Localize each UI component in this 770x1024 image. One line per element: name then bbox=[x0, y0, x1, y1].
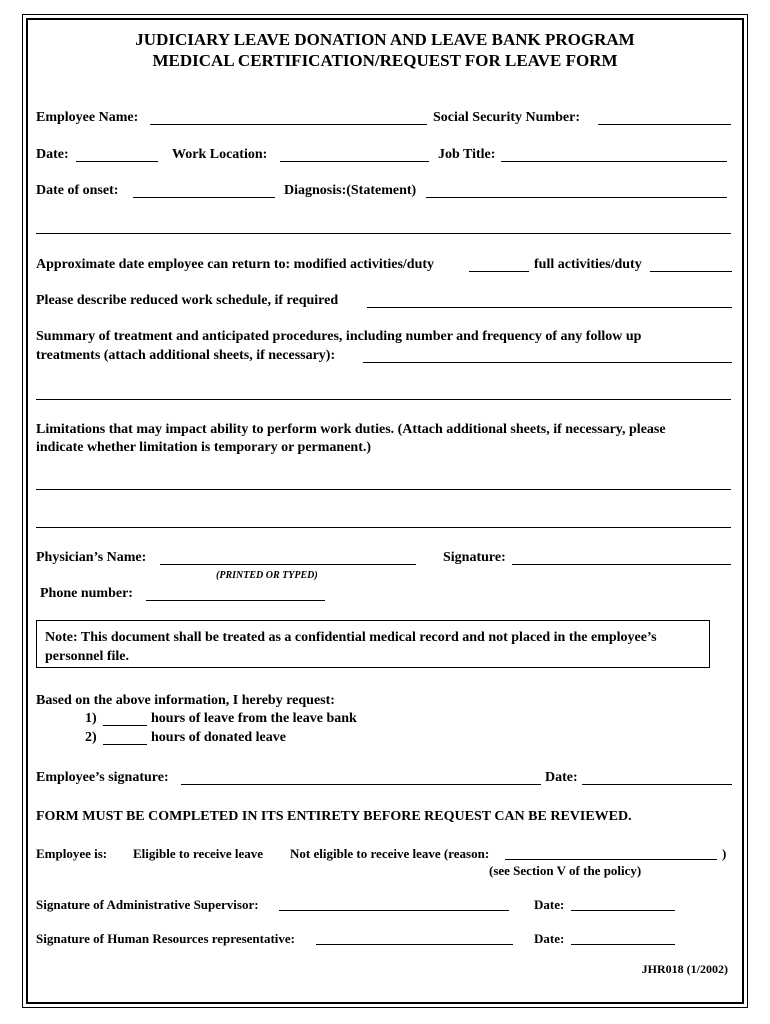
job-title-label: Job Title: bbox=[438, 147, 496, 162]
limitations-field-line2[interactable] bbox=[36, 527, 731, 528]
job-title-field[interactable] bbox=[501, 161, 727, 162]
hr-signature-label: Signature of Human Resources representative: bbox=[36, 931, 296, 946]
admin-supervisor-signature-field[interactable] bbox=[279, 910, 509, 911]
summary-field[interactable] bbox=[363, 362, 732, 363]
date-of-onset-label: Date of onset: bbox=[36, 183, 119, 198]
diagnosis-field-line2[interactable] bbox=[36, 233, 731, 234]
hr-date-label: Date: bbox=[534, 931, 565, 946]
work-location-label: Work Location: bbox=[172, 147, 268, 162]
summary-label-line1: Summary of treatment and anticipated procedures, including number and frequency of any follow up bbox=[36, 329, 642, 344]
limitations-label-line2: indicate whether limitation is temporary or permanent.) bbox=[36, 440, 372, 455]
summary-label-line2: treatments (attach additional sheets, if necessary): bbox=[36, 348, 336, 363]
phone-number-field[interactable] bbox=[146, 600, 325, 601]
request-item2-text: hours of donated leave bbox=[151, 730, 286, 745]
form-title-line2: MEDICAL CERTIFICATION/REQUEST FOR LEAVE FORM bbox=[152, 51, 618, 70]
physician-name-field[interactable] bbox=[160, 564, 416, 565]
diagnosis-field[interactable] bbox=[426, 197, 727, 198]
leave-bank-hours-field[interactable] bbox=[103, 725, 147, 726]
form-title-line1: JUDICIARY LEAVE DONATION AND LEAVE BANK PROGRAM bbox=[135, 30, 635, 49]
work-location-field[interactable] bbox=[280, 161, 429, 162]
eligible-option[interactable]: Eligible to receive leave bbox=[133, 846, 264, 861]
diagnosis-label: Diagnosis:(Statement) bbox=[284, 183, 417, 198]
request-intro: Based on the above information, I hereby request: bbox=[36, 693, 335, 708]
employee-is-label: Employee is: bbox=[36, 846, 108, 861]
donated-hours-field[interactable] bbox=[103, 744, 147, 745]
employee-name-label: Employee Name: bbox=[36, 110, 139, 125]
date-field[interactable] bbox=[76, 161, 158, 162]
phone-number-label: Phone number: bbox=[40, 586, 133, 601]
admin-supervisor-signature-label: Signature of Administrative Supervisor: bbox=[36, 897, 259, 912]
modified-duty-field[interactable] bbox=[469, 271, 529, 272]
ssn-label: Social Security Number: bbox=[433, 110, 580, 125]
form-code: JHR018 (1/2002) bbox=[641, 962, 728, 976]
admin-date-label: Date: bbox=[534, 897, 565, 912]
employee-signature-field[interactable] bbox=[181, 784, 541, 785]
reduced-schedule-field[interactable] bbox=[367, 307, 732, 308]
employee-name-field[interactable] bbox=[150, 124, 427, 125]
request-item1-number: 1) bbox=[85, 711, 97, 726]
not-eligible-reason-field[interactable] bbox=[505, 859, 717, 860]
not-eligible-option[interactable]: Not eligible to receive leave (reason: bbox=[290, 846, 490, 861]
printed-or-typed-hint: (PRINTED OR TYPED) bbox=[216, 570, 318, 581]
request-item2-number: 2) bbox=[85, 730, 97, 745]
employee-date-field[interactable] bbox=[582, 784, 732, 785]
hr-date-field[interactable] bbox=[571, 944, 675, 945]
limitations-field-line1[interactable] bbox=[36, 489, 731, 490]
date-of-onset-field[interactable] bbox=[133, 197, 275, 198]
date-label: Date: bbox=[36, 147, 69, 162]
hr-signature-field[interactable] bbox=[316, 944, 513, 945]
physician-name-label: Physician’s Name: bbox=[36, 550, 147, 565]
completion-warning: FORM MUST BE COMPLETED IN ITS ENTIRETY BEFORE REQUEST CAN BE REVIEWED. bbox=[36, 809, 632, 824]
reduced-schedule-label: Please describe reduced work schedule, if required bbox=[36, 293, 339, 308]
return-date-label: Approximate date employee can return to: modified activities/duty bbox=[36, 257, 435, 272]
summary-field-line2[interactable] bbox=[36, 399, 731, 400]
close-paren: ) bbox=[722, 846, 727, 861]
employee-signature-label: Employee’s signature: bbox=[36, 770, 169, 785]
limitations-label-line1: Limitations that may impact ability to perform work duties. (Attach additional sheets, if necessary, please bbox=[36, 422, 666, 437]
full-activities-label: full activities/duty bbox=[534, 257, 642, 272]
admin-date-field[interactable] bbox=[571, 910, 675, 911]
physician-signature-field[interactable] bbox=[512, 564, 731, 565]
employee-date-label: Date: bbox=[545, 770, 578, 785]
see-section-note: (see Section V of the policy) bbox=[489, 863, 642, 878]
ssn-field[interactable] bbox=[598, 124, 731, 125]
confidential-note: Note: This document shall be treated as a confidential medical record and not placed in the employee’s personnel file. bbox=[36, 620, 710, 668]
request-item1-text: hours of leave from the leave bank bbox=[151, 711, 357, 726]
physician-signature-label: Signature: bbox=[443, 550, 506, 565]
full-duty-field[interactable] bbox=[650, 271, 732, 272]
